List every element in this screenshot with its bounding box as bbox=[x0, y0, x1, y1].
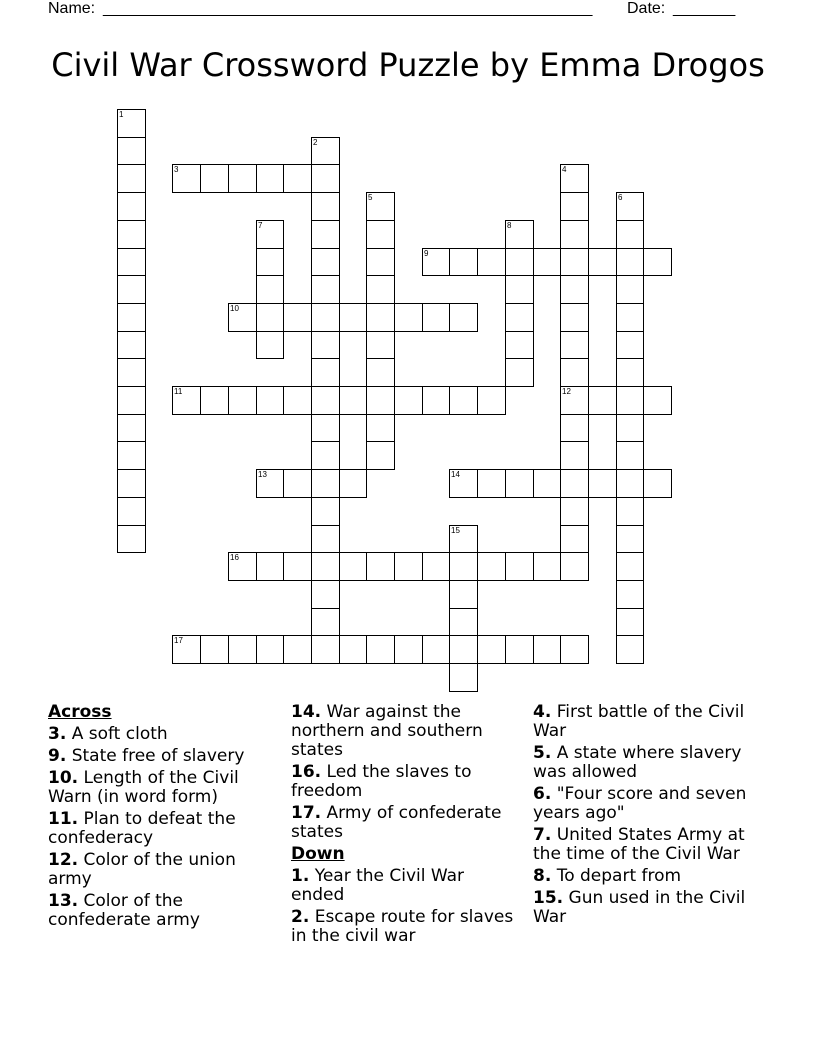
down-heading: Down bbox=[291, 844, 345, 864]
grid-cell[interactable] bbox=[311, 386, 340, 415]
date-label: Date: bbox=[627, 0, 666, 17]
grid-cell[interactable] bbox=[422, 552, 450, 581]
grid-cell[interactable] bbox=[560, 220, 589, 249]
grid-cell[interactable] bbox=[366, 386, 395, 415]
clue-number-label: 9. bbox=[48, 746, 67, 766]
name-field-line[interactable]: _______________________________________________________ bbox=[103, 0, 593, 17]
grid-cell[interactable] bbox=[533, 552, 561, 581]
grid-cell[interactable] bbox=[616, 469, 644, 498]
grid-cell[interactable] bbox=[117, 441, 146, 470]
grid-cell[interactable] bbox=[449, 386, 478, 415]
clue-number: 15 bbox=[451, 526, 460, 535]
grid-cell[interactable] bbox=[311, 635, 340, 664]
clue-text: First battle of the Civil War bbox=[533, 702, 745, 741]
grid-cell[interactable] bbox=[477, 635, 506, 664]
clue-item bbox=[533, 744, 763, 782]
clue-number-label: 2. bbox=[291, 907, 310, 927]
grid-cell[interactable] bbox=[311, 469, 340, 498]
clue-text: State free of slavery bbox=[66, 746, 245, 766]
grid-cell[interactable] bbox=[283, 303, 312, 332]
grid-cell[interactable] bbox=[200, 635, 229, 664]
grid-cell[interactable] bbox=[256, 303, 284, 332]
grid-cell[interactable] bbox=[616, 580, 644, 609]
grid-cell[interactable] bbox=[256, 248, 284, 276]
grid-cell[interactable] bbox=[588, 386, 617, 415]
clue-text: To depart from bbox=[551, 866, 682, 886]
grid-cell[interactable] bbox=[228, 386, 257, 415]
grid-cell[interactable] bbox=[477, 386, 506, 415]
clue-number-label: 16. bbox=[291, 762, 322, 782]
grid-cell[interactable] bbox=[283, 164, 312, 193]
grid-cell[interactable] bbox=[616, 192, 644, 221]
grid-cell[interactable] bbox=[228, 164, 257, 193]
grid-cell[interactable] bbox=[339, 386, 367, 415]
clue-number-label: 12. bbox=[48, 850, 79, 870]
clue-number: 3 bbox=[174, 165, 179, 174]
grid-cell[interactable] bbox=[311, 192, 340, 221]
grid-cell[interactable] bbox=[505, 635, 534, 664]
grid-cell[interactable] bbox=[616, 552, 644, 581]
grid-cell[interactable] bbox=[643, 386, 672, 415]
clue-number-label: 1. bbox=[291, 866, 310, 886]
grid-cell[interactable] bbox=[560, 331, 589, 359]
clue-text: A state where slavery was allowed bbox=[533, 743, 742, 782]
grid-cell[interactable] bbox=[117, 331, 146, 359]
grid-cell[interactable] bbox=[560, 552, 589, 581]
clue-item bbox=[291, 908, 516, 946]
grid-cell[interactable] bbox=[256, 635, 284, 664]
grid-cell[interactable] bbox=[311, 220, 340, 249]
clue-item bbox=[533, 826, 763, 864]
grid-cell[interactable] bbox=[505, 248, 534, 276]
clue-text: Army of confederate states bbox=[291, 803, 502, 842]
clue-text: Length of the Civil Warn (in word form) bbox=[48, 768, 239, 807]
page-title: Civil War Crossword Puzzle by Emma Drogos bbox=[51, 46, 765, 84]
clue-text: Color of the confederate army bbox=[48, 891, 200, 930]
grid-cell[interactable] bbox=[117, 220, 146, 249]
grid-cell[interactable] bbox=[616, 275, 644, 304]
grid-cell[interactable] bbox=[616, 386, 644, 415]
grid-cell[interactable] bbox=[449, 580, 478, 609]
grid-cell[interactable] bbox=[366, 220, 395, 249]
grid-cell[interactable] bbox=[560, 386, 589, 415]
grid-cell[interactable] bbox=[117, 164, 146, 193]
grid-cell[interactable] bbox=[117, 192, 146, 221]
clue-text: Color of the union army bbox=[48, 850, 236, 889]
clue-number: 8 bbox=[507, 221, 512, 230]
grid-cell[interactable] bbox=[616, 441, 644, 470]
grid-cell[interactable] bbox=[505, 358, 534, 387]
grid-cell[interactable] bbox=[339, 552, 367, 581]
grid-cell[interactable] bbox=[311, 137, 340, 165]
grid-cell[interactable] bbox=[643, 248, 672, 276]
clues-column-1 bbox=[48, 703, 273, 933]
grid-cell[interactable] bbox=[311, 497, 340, 526]
clue-text: Year the Civil War ended bbox=[291, 866, 465, 905]
grid-cell[interactable] bbox=[422, 386, 450, 415]
clue-number-label: 11. bbox=[48, 809, 79, 829]
clue-item bbox=[48, 747, 273, 766]
clue-item bbox=[48, 810, 273, 848]
grid-cell[interactable] bbox=[172, 386, 201, 415]
grid-cell[interactable] bbox=[588, 469, 617, 498]
clue-number-label: 13. bbox=[48, 891, 79, 911]
grid-cell[interactable] bbox=[311, 525, 340, 553]
grid-cell[interactable] bbox=[560, 635, 589, 664]
grid-cell[interactable] bbox=[394, 635, 423, 664]
clue-number: 7 bbox=[258, 221, 263, 230]
grid-cell[interactable] bbox=[560, 497, 589, 526]
grid-cell[interactable] bbox=[117, 275, 146, 304]
grid-cell[interactable] bbox=[449, 635, 478, 664]
grid-cell[interactable] bbox=[200, 386, 229, 415]
clue-number: 17 bbox=[174, 636, 183, 645]
grid-cell[interactable] bbox=[616, 635, 644, 664]
grid-cell[interactable] bbox=[560, 192, 589, 221]
grid-cell[interactable] bbox=[172, 164, 201, 193]
grid-cell[interactable] bbox=[477, 248, 506, 276]
clue-item bbox=[48, 725, 273, 744]
grid-cell[interactable] bbox=[560, 414, 589, 442]
clue-text: Gun used in the Civil War bbox=[533, 888, 746, 927]
clue-item bbox=[533, 889, 763, 927]
grid-cell[interactable] bbox=[449, 525, 478, 553]
grid-cell[interactable] bbox=[256, 331, 284, 359]
grid-cell[interactable] bbox=[560, 164, 589, 193]
grid-cell[interactable] bbox=[616, 358, 644, 387]
grid-cell[interactable] bbox=[311, 414, 340, 442]
clue-number-label: 14. bbox=[291, 702, 322, 722]
grid-cell[interactable] bbox=[366, 192, 395, 221]
grid-cell[interactable] bbox=[311, 441, 340, 470]
clue-number-label: 5. bbox=[533, 743, 552, 763]
grid-cell[interactable] bbox=[560, 358, 589, 387]
grid-cell[interactable] bbox=[394, 552, 423, 581]
grid-cell[interactable] bbox=[117, 525, 146, 553]
grid-cell[interactable] bbox=[256, 386, 284, 415]
grid-cell[interactable] bbox=[311, 580, 340, 609]
grid-cell[interactable] bbox=[616, 331, 644, 359]
clue-number-label: 10. bbox=[48, 768, 79, 788]
grid-cell[interactable] bbox=[588, 248, 617, 276]
grid-cell[interactable] bbox=[256, 220, 284, 249]
grid-cell[interactable] bbox=[560, 248, 589, 276]
grid-cell[interactable] bbox=[505, 331, 534, 359]
grid-cell[interactable] bbox=[311, 331, 340, 359]
grid-cell[interactable] bbox=[560, 441, 589, 470]
grid-cell[interactable] bbox=[449, 552, 478, 581]
grid-cell[interactable] bbox=[283, 635, 312, 664]
grid-cell[interactable] bbox=[117, 497, 146, 526]
clue-number: 16 bbox=[230, 553, 239, 562]
grid-cell[interactable] bbox=[366, 441, 395, 470]
grid-cell[interactable] bbox=[533, 248, 561, 276]
grid-cell[interactable] bbox=[449, 663, 478, 692]
clue-item bbox=[48, 769, 273, 807]
grid-cell[interactable] bbox=[117, 303, 146, 332]
clues-column-3 bbox=[533, 703, 763, 930]
grid-cell[interactable] bbox=[366, 275, 395, 304]
grid-cell[interactable] bbox=[117, 469, 146, 498]
grid-cell[interactable] bbox=[256, 164, 284, 193]
grid-cell[interactable] bbox=[616, 248, 644, 276]
grid-cell[interactable] bbox=[449, 608, 478, 636]
grid-cell[interactable] bbox=[366, 331, 395, 359]
name-label: Name: bbox=[48, 0, 96, 17]
clue-number-label: 4. bbox=[533, 702, 552, 722]
clue-number-label: 8. bbox=[533, 866, 552, 886]
clue-item bbox=[533, 785, 763, 823]
clue-item bbox=[291, 867, 516, 905]
grid-cell[interactable] bbox=[616, 414, 644, 442]
grid-cell[interactable] bbox=[283, 386, 312, 415]
clue-number: 10 bbox=[230, 304, 239, 313]
clue-number: 5 bbox=[368, 193, 373, 202]
grid-cell[interactable] bbox=[505, 220, 534, 249]
grid-cell[interactable] bbox=[643, 469, 672, 498]
grid-cell[interactable] bbox=[339, 469, 367, 498]
grid-cell[interactable] bbox=[311, 608, 340, 636]
grid-cell[interactable] bbox=[366, 248, 395, 276]
clue-text: War against the northern and southern states bbox=[291, 702, 483, 760]
clue-item bbox=[291, 703, 516, 760]
grid-cell[interactable] bbox=[422, 248, 450, 276]
grid-cell[interactable] bbox=[560, 303, 589, 332]
clue-item bbox=[533, 867, 763, 886]
grid-cell[interactable] bbox=[311, 358, 340, 387]
clue-item bbox=[533, 703, 763, 741]
clue-number: 2 bbox=[313, 138, 318, 147]
grid-cell[interactable] bbox=[505, 303, 534, 332]
clue-number-label: 7. bbox=[533, 825, 552, 845]
grid-cell[interactable] bbox=[311, 164, 340, 193]
grid-cell[interactable] bbox=[311, 303, 340, 332]
grid-cell[interactable] bbox=[560, 469, 589, 498]
grid-cell[interactable] bbox=[117, 358, 146, 387]
grid-cell[interactable] bbox=[505, 552, 534, 581]
grid-cell[interactable] bbox=[477, 552, 506, 581]
grid-cell[interactable] bbox=[366, 358, 395, 387]
clue-number: 13 bbox=[258, 470, 267, 479]
grid-cell[interactable] bbox=[117, 248, 146, 276]
grid-cell[interactable] bbox=[117, 109, 146, 138]
clue-item bbox=[291, 763, 516, 801]
clue-text: "Four score and seven years ago" bbox=[533, 784, 747, 823]
grid-cell[interactable] bbox=[505, 275, 534, 304]
grid-cell[interactable] bbox=[616, 303, 644, 332]
grid-cell[interactable] bbox=[560, 275, 589, 304]
grid-cell[interactable] bbox=[560, 525, 589, 553]
grid-cell[interactable] bbox=[339, 303, 367, 332]
grid-cell[interactable] bbox=[616, 608, 644, 636]
clue-number: 9 bbox=[424, 249, 429, 258]
date-field-line[interactable]: _______ bbox=[673, 0, 736, 17]
clue-number-label: 15. bbox=[533, 888, 564, 908]
grid-cell[interactable] bbox=[117, 386, 146, 415]
grid-cell[interactable] bbox=[311, 552, 340, 581]
grid-cell[interactable] bbox=[449, 469, 478, 498]
clue-text: Escape route for slaves in the civil war bbox=[291, 907, 514, 946]
clue-number-label: 6. bbox=[533, 784, 552, 804]
grid-cell[interactable] bbox=[256, 552, 284, 581]
across-heading: Across bbox=[48, 702, 112, 722]
clues-column-2 bbox=[291, 703, 516, 949]
grid-cell[interactable] bbox=[366, 303, 395, 332]
grid-cell[interactable] bbox=[616, 497, 644, 526]
clue-number: 14 bbox=[451, 470, 460, 479]
clue-number: 6 bbox=[618, 193, 623, 202]
grid-cell[interactable] bbox=[449, 248, 478, 276]
clue-number: 1 bbox=[119, 110, 124, 119]
grid-cell[interactable] bbox=[117, 414, 146, 442]
grid-cell[interactable] bbox=[616, 220, 644, 249]
grid-cell[interactable] bbox=[449, 303, 478, 332]
grid-cell[interactable] bbox=[200, 164, 229, 193]
clue-item bbox=[48, 892, 273, 930]
clue-text: Plan to defeat the confederacy bbox=[48, 809, 236, 848]
grid-cell[interactable] bbox=[172, 635, 201, 664]
clue-number: 12 bbox=[562, 387, 571, 396]
clue-number: 11 bbox=[174, 387, 183, 396]
grid-cell[interactable] bbox=[117, 137, 146, 165]
grid-cell[interactable] bbox=[366, 635, 395, 664]
grid-cell[interactable] bbox=[422, 303, 450, 332]
grid-cell[interactable] bbox=[505, 469, 534, 498]
clue-number-label: 17. bbox=[291, 803, 322, 823]
grid-cell[interactable] bbox=[533, 635, 561, 664]
grid-cell[interactable] bbox=[366, 414, 395, 442]
grid-cell[interactable] bbox=[533, 469, 561, 498]
clue-item bbox=[291, 804, 516, 842]
grid-cell[interactable] bbox=[228, 552, 257, 581]
grid-cell[interactable] bbox=[339, 635, 367, 664]
grid-cell[interactable] bbox=[477, 469, 506, 498]
clue-number: 4 bbox=[562, 165, 567, 174]
grid-cell[interactable] bbox=[422, 635, 450, 664]
grid-cell[interactable] bbox=[256, 469, 284, 498]
clue-item bbox=[48, 851, 273, 889]
clue-number-label: 3. bbox=[48, 724, 67, 744]
grid-cell[interactable] bbox=[616, 525, 644, 553]
clue-text: United States Army at the time of the Civil War bbox=[533, 825, 745, 864]
grid-cell[interactable] bbox=[228, 303, 257, 332]
grid-cell[interactable] bbox=[228, 635, 257, 664]
grid-cell[interactable] bbox=[311, 275, 340, 304]
grid-cell[interactable] bbox=[256, 275, 284, 304]
grid-cell[interactable] bbox=[283, 552, 312, 581]
clue-text: Led the slaves to freedom bbox=[291, 762, 472, 801]
grid-cell[interactable] bbox=[394, 386, 423, 415]
grid-cell[interactable] bbox=[366, 552, 395, 581]
grid-cell[interactable] bbox=[311, 248, 340, 276]
grid-cell[interactable] bbox=[283, 469, 312, 498]
grid-cell[interactable] bbox=[394, 303, 423, 332]
clue-text: A soft cloth bbox=[66, 724, 168, 744]
